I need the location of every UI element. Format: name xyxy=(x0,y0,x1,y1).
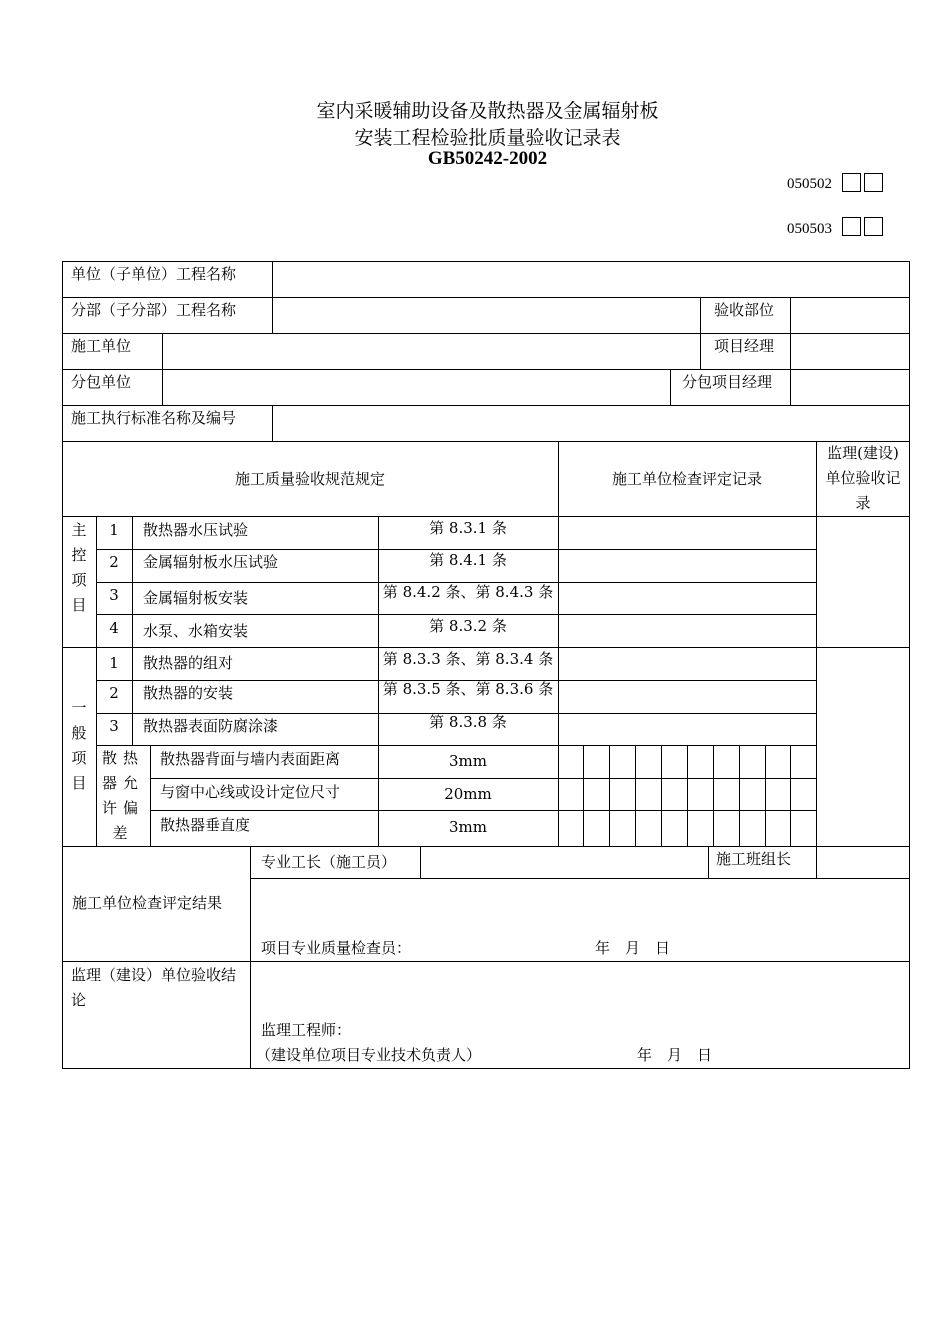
label-standard-name: 施工执行标准名称及编号 xyxy=(71,409,237,427)
main-item-clause: 第 8.4.1 条 xyxy=(429,551,507,569)
grid-line xyxy=(162,369,163,406)
grid-line xyxy=(62,441,910,442)
grid-line xyxy=(250,846,251,1069)
form-code-2: 050503 xyxy=(787,221,832,237)
code-1-box-b[interactable] xyxy=(864,173,883,192)
form-title-line2: 安装工程检验批质量验收记录表 xyxy=(354,127,621,149)
grid-line xyxy=(150,745,151,847)
grid-line xyxy=(790,333,791,370)
grid-line xyxy=(62,333,910,334)
grid-line xyxy=(765,745,766,847)
grid-line xyxy=(670,369,671,406)
grid-line xyxy=(700,297,701,334)
main-item-name: 金属辐射板安装 xyxy=(143,589,249,607)
main-item-no: 3 xyxy=(109,586,119,604)
main-item-no: 1 xyxy=(109,521,119,539)
tolerance-item-name: 与窗中心线或设计定位尺寸 xyxy=(160,783,341,801)
header-supervision: 监理(建设)单位验收记录 xyxy=(825,444,901,512)
grid-line xyxy=(700,333,701,370)
form-code-1: 050502 xyxy=(787,176,832,192)
tolerance-item-name: 散热器背面与墙内表面距离 xyxy=(160,750,341,768)
label-check-result: 施工单位检查评定结果 xyxy=(72,894,223,912)
general-item-no: 3 xyxy=(109,717,119,735)
result-date: 年 月 日 xyxy=(595,939,671,957)
grid-line xyxy=(661,745,662,847)
grid-line xyxy=(272,261,273,298)
general-item-name: 散热器的安装 xyxy=(143,684,234,702)
label-accept-part: 验收部位 xyxy=(714,301,775,319)
tolerance-item-value: 3mm xyxy=(449,752,487,770)
code-2-box-a[interactable] xyxy=(842,217,861,236)
label-team-leader: 施工班组长 xyxy=(716,850,792,868)
group-general: 一般项目 xyxy=(71,699,87,792)
group-tolerance: 散热器允许偏差 xyxy=(101,749,144,842)
label-project-manager: 项目经理 xyxy=(714,337,775,355)
grid-line xyxy=(272,297,273,334)
grid-line xyxy=(708,846,709,879)
grid-line xyxy=(713,745,714,847)
form-standard: GB50242-2002 xyxy=(427,148,548,169)
grid-line xyxy=(62,961,910,962)
main-item-clause: 第 8.3.2 条 xyxy=(429,617,507,635)
grid-line xyxy=(250,878,910,879)
general-item-no: 1 xyxy=(109,654,119,672)
main-item-clause: 第 8.4.2 条、第 8.4.3 条 xyxy=(382,583,554,601)
grid-line xyxy=(609,745,610,847)
label-inspector: 项目专业质量检查员： xyxy=(261,939,412,957)
tolerance-item-value: 20mm xyxy=(444,785,492,803)
conclusion-date: 年 月 日 xyxy=(637,1046,713,1064)
tolerance-item-name: 散热器垂直度 xyxy=(160,816,251,834)
group-main-control: 主控项目 xyxy=(71,521,87,614)
header-record: 施工单位检查评定记录 xyxy=(611,470,762,488)
label-engineer: 监理工程师： xyxy=(261,1021,352,1039)
grid-line xyxy=(687,745,688,847)
label-owner: （建设单位项目专业技术负责人） xyxy=(256,1046,482,1064)
main-item-name: 金属辐射板水压试验 xyxy=(143,553,279,571)
grid-line xyxy=(790,297,791,334)
grid-line xyxy=(635,745,636,847)
grid-line xyxy=(62,261,63,1069)
general-item-clause: 第 8.3.8 条 xyxy=(429,713,507,731)
label-contractor: 施工单位 xyxy=(71,337,132,355)
grid-line xyxy=(420,846,421,879)
general-item-clause: 第 8.3.5 条、第 8.3.6 条 xyxy=(382,680,554,698)
grid-line xyxy=(790,745,791,847)
label-sub-project: 分部（子分部）工程名称 xyxy=(71,301,237,319)
label-foreman: 专业工长（施工员） xyxy=(261,853,397,871)
main-item-name: 散热器水压试验 xyxy=(143,521,249,539)
main-item-no: 4 xyxy=(109,619,119,637)
main-item-no: 2 xyxy=(109,553,119,571)
general-item-name: 散热器的组对 xyxy=(143,654,234,672)
grid-line xyxy=(272,405,273,442)
main-item-clause: 第 8.3.1 条 xyxy=(429,519,507,537)
general-item-no: 2 xyxy=(109,684,119,702)
general-item-clause: 第 8.3.3 条、第 8.3.4 条 xyxy=(382,650,554,668)
grid-line xyxy=(790,369,791,406)
grid-line xyxy=(150,778,817,779)
label-conclusion: 监理（建设）单位验收结论 xyxy=(71,966,237,1009)
grid-line xyxy=(816,846,817,879)
label-unit-project: 单位（子单位）工程名称 xyxy=(71,265,237,283)
grid-line xyxy=(558,441,559,847)
code-2-box-b[interactable] xyxy=(864,217,883,236)
label-sub-manager: 分包项目经理 xyxy=(682,373,773,391)
form-title-line1: 室内采暖辅助设备及散热器及金属辐射板 xyxy=(316,100,659,122)
general-item-name: 散热器表面防腐涂漆 xyxy=(143,717,279,735)
label-subcontractor: 分包单位 xyxy=(71,373,132,391)
grid-line xyxy=(62,1068,910,1069)
grid-line xyxy=(583,745,584,847)
header-spec: 施工质量验收规范规定 xyxy=(234,470,385,488)
grid-line xyxy=(909,261,910,1069)
grid-line xyxy=(132,516,133,746)
grid-line xyxy=(162,333,163,370)
grid-line xyxy=(739,745,740,847)
tolerance-item-value: 3mm xyxy=(449,818,487,836)
code-1-box-a[interactable] xyxy=(842,173,861,192)
grid-line xyxy=(816,441,817,847)
grid-line xyxy=(150,810,817,811)
grid-line xyxy=(96,745,817,746)
grid-line xyxy=(62,369,910,370)
main-item-name: 水泵、水箱安装 xyxy=(143,622,249,640)
